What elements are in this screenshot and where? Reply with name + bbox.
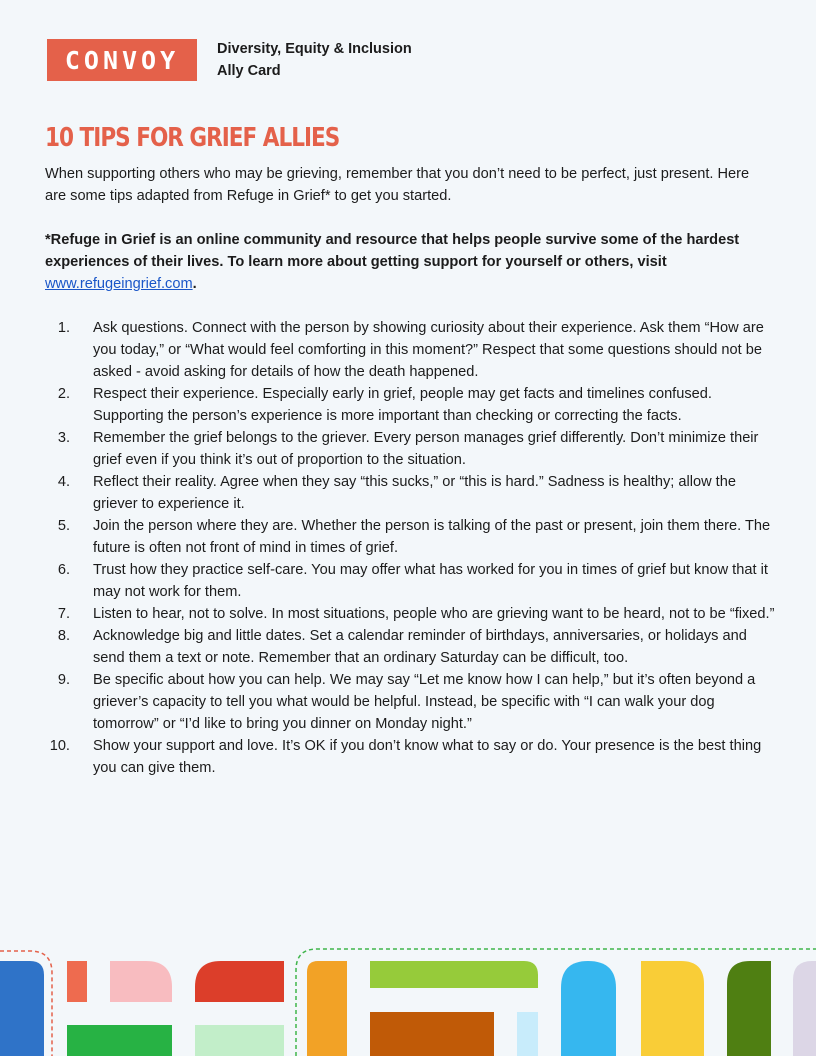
yellow-block — [641, 961, 704, 1056]
tip-number: 6. — [57, 562, 70, 578]
tip-text: Join the person where they are. Whether the person is talking of the past or present, join them there. The future is often not front of mind in times of grief. — [93, 518, 771, 556]
convoy-logo: CONVOY — [47, 39, 197, 81]
red-bar — [67, 961, 87, 1002]
sky-blue-block — [561, 961, 616, 1056]
tip-number: 10. — [49, 738, 70, 754]
page-title: 10 TIPS FOR GRIEF ALLIES — [45, 123, 340, 153]
refuge-link[interactable]: www.refugeingrief.com — [45, 276, 193, 292]
tip-number: 7. — [57, 606, 70, 622]
brown-block — [370, 1012, 494, 1056]
tip-item — [45, 317, 777, 383]
tip-number: 9. — [57, 672, 70, 688]
tip-text: Remember the grief belongs to the griever. Every person manages grief differently. Don’t minimize their grief even if you think it’s out of proportion to the situation. — [93, 430, 759, 468]
decorative-road-band — [0, 940, 816, 1056]
tip-text: Trust how they practice self-care. You may offer what has worked for you in times of grief but know that it may not work for them. — [93, 562, 768, 600]
tip-number: 5. — [57, 518, 70, 534]
tip-text: Listen to hear, not to solve. In most situations, people who are grieving want to be heard, not to be “fixed.” — [93, 606, 775, 622]
tips-list — [45, 317, 777, 779]
tip-number: 3. — [57, 430, 70, 446]
header-line-1: Diversity, Equity & Inclusion — [217, 41, 412, 57]
tip-item — [45, 735, 777, 779]
tip-item — [45, 471, 777, 515]
lime-bar — [370, 961, 538, 988]
tip-text: Reflect their reality. Agree when they say “this sucks,” or “this is hard.” Sadness is healthy; allow the griever to experience it. — [93, 474, 736, 512]
tip-item — [45, 603, 777, 625]
tip-item — [45, 515, 777, 559]
tip-number: 1. — [57, 320, 70, 336]
tip-item — [45, 559, 777, 603]
refuge-note-end: . — [192, 276, 197, 292]
header — [47, 38, 412, 82]
dark-green-block — [727, 961, 771, 1056]
red-orange-block — [195, 961, 284, 1002]
tip-text: Respect their experience. Especially early in grief, people may get facts and timelines confused. Supporting the person’s experience is more important than checking or correcting the facts. — [93, 386, 712, 424]
light-blue-bar — [517, 1012, 538, 1056]
green-block — [67, 1025, 172, 1056]
tip-text: Ask questions. Connect with the person by showing curiosity about their experience. Ask them “How are you today,” or “What would feel comforting in this moment?” Respect that some questions should not be asked - avoid asking for details of how the death happened. — [93, 320, 764, 380]
tip-item — [45, 383, 777, 427]
tip-text: Acknowledge big and little dates. Set a calendar reminder of birthdays, anniversaries, or holidays and send them a text or note. Remember that an ordinary Saturday can be difficult, too. — [93, 628, 747, 666]
tip-number: 4. — [57, 474, 70, 490]
tip-item — [45, 625, 777, 669]
tip-item — [45, 669, 777, 735]
refuge-note — [45, 229, 775, 295]
pink-block — [110, 961, 172, 1002]
refuge-note-text: *Refuge in Grief is an online community and resource that helps people survive some of the hardest experiences of their lives. To learn more about getting support for yourself or others, visit — [45, 232, 740, 270]
tip-number: 2. — [57, 386, 70, 402]
intro-paragraph: When supporting others who may be grieving, remember that you don’t need to be perfect, just present. Here are some tips adapted from Refuge in Grief* to get you started. — [45, 166, 750, 204]
tip-item — [45, 427, 777, 471]
header-text — [217, 38, 412, 82]
tip-number: 8. — [57, 628, 70, 644]
lavender-block — [793, 961, 816, 1056]
tip-text: Be specific about how you can help. We may say “Let me know how I can help,” but it’s often beyond a griever’s capacity to tell you what would be helpful. Instead, be specific with “I can walk your dog tomorrow” or “I’d like to bring you dinner on Monday night.” — [93, 672, 756, 732]
light-green-block — [195, 1025, 284, 1056]
tip-text: Show your support and love. It’s OK if you don’t know what to say or do. Your presence is the best thing you can give them. — [93, 738, 762, 776]
blue-block — [0, 961, 44, 1056]
header-line-2: Ally Card — [217, 63, 281, 79]
orange-block — [307, 961, 347, 1056]
